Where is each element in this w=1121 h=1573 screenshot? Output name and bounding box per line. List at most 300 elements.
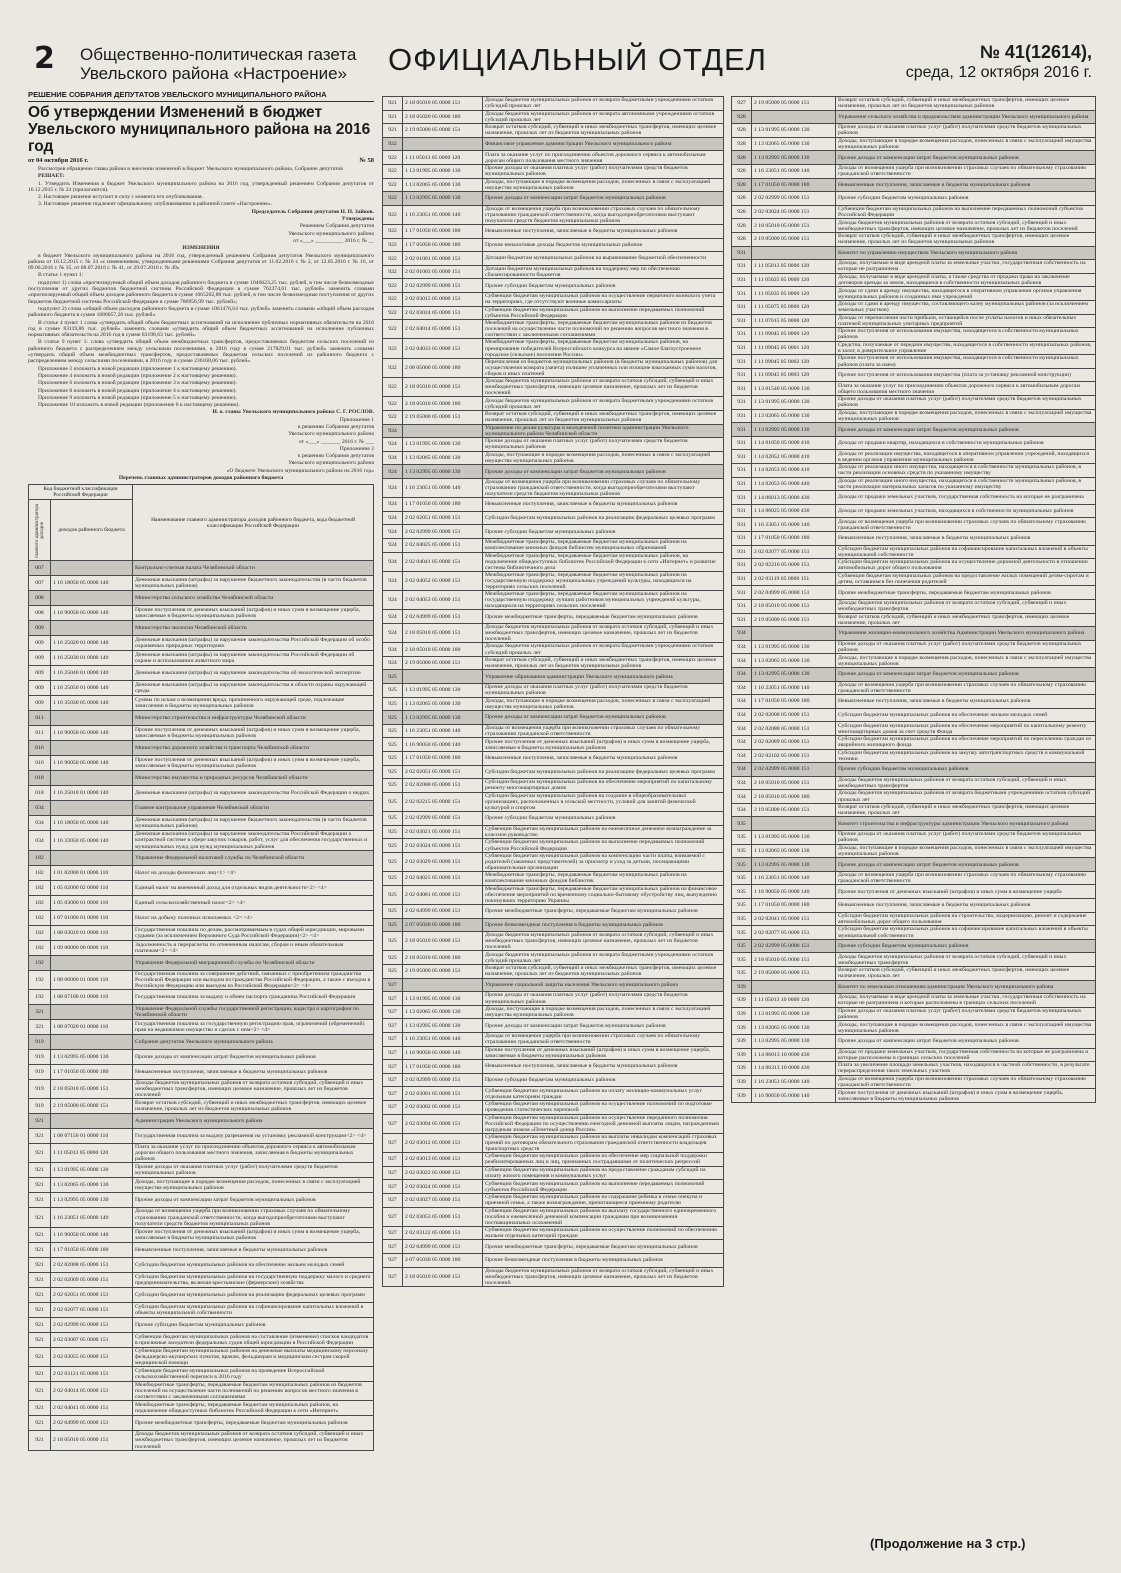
income-code-cell — [51, 741, 133, 756]
income-code-cell: 2 02 04052 05 0000 151 — [403, 571, 483, 590]
table-row — [732, 1089, 1096, 1103]
description-cell: Субвенции бюджетам муниципальных районов на проведение Всероссийской сельскохозяйственной переписи в 2016 году — [133, 1367, 374, 1382]
income-code-cell: 2 18 05010 05 0000 151 — [403, 623, 483, 642]
income-code-cell: 2 02 03027 05 0000 151 — [403, 1193, 483, 1207]
admin-code-cell: 925 — [383, 965, 403, 979]
table-row — [29, 591, 374, 606]
admin-code-cell: 934 — [732, 735, 752, 749]
description-cell: Прочие доходы от оказания платных услуг (работ) получателями средств бюджетов муниципальных районов — [483, 684, 724, 698]
table-row — [29, 1227, 374, 1242]
table-row — [383, 498, 724, 512]
income-code-cell: 2 02 03021 05 0000 151 — [403, 825, 483, 839]
income-code-cell: 1 13 02065 05 0000 130 — [752, 844, 836, 858]
description-cell: Доходы от возмещения ущерба при возникновении страховых случаев по обязательному страхованию гражданской ответственности — [836, 681, 1096, 695]
admin-code-cell: 921 — [29, 1367, 51, 1382]
description-cell: Прочие поступления от денежных взысканий (штрафов) и иных сумм в возмещение ущерба, зачисляемые в бюджеты муниципальных районов — [133, 606, 374, 621]
description-cell: Денежные взыскания (штрафы) за нарушение бюджетного законодательства (в части бюджетов муниципальных районов) — [133, 576, 374, 591]
income-code-cell: 1 16 90050 05 0000 140 — [403, 738, 483, 752]
income-code-cell: 2 18 05010 05 0000 151 — [752, 953, 836, 967]
description-cell: Доходы от реализации иного имущества, находящегося в собственности муниципальных районов, в части реализации материальных запасов по указанному имуществу — [836, 477, 1096, 491]
table-row — [732, 1075, 1096, 1089]
description-cell: Субвенции бюджетам муниципальных районов на выполнение передаваемых полномочий субъектов Российской Федерации — [483, 306, 724, 320]
table-row — [29, 711, 374, 726]
description-cell: Доходы от перечисления части прибыли, остающейся после уплаты налогов и иных обязательных платежей муниципальных унитарных предприятий — [836, 314, 1096, 328]
income-code-cell: 1 11 09045 05 0001 120 — [752, 341, 836, 355]
admin-code-cell: 007 — [29, 561, 51, 576]
income-code-cell: 2 18 05010 05 0000 151 — [752, 599, 836, 613]
description-cell: Невыясненные поступления, зачисляемые в бюджеты муниципальных районов — [483, 1060, 724, 1074]
admin-code-cell: 921 — [29, 1347, 51, 1366]
description-cell: Межбюджетные трансферты, передаваемые бюджетам муниципальных районов из бюджетов поселений на осуществление части полномочий по решению вопросов местного значения в соответствии с заключенными соглашениями — [483, 320, 724, 339]
approved-line-2: Решением Собрания депутатов — [299, 223, 374, 230]
table-row — [383, 124, 724, 138]
admin-code-cell: 919 — [29, 1064, 51, 1079]
income-code-cell: 1 13 01995 05 0000 130 — [51, 1163, 133, 1178]
income-code-cell — [51, 955, 133, 970]
admin-code-cell: 927 — [383, 1153, 403, 1167]
description-cell: Прочие субсидии бюджетам муниципальных районов — [483, 1073, 724, 1087]
admin-code-cell: 934 — [732, 722, 752, 736]
description-cell: Министерство сельского хозяйства Челябинской области — [133, 591, 374, 606]
table-row — [383, 410, 724, 424]
table-row — [29, 741, 374, 756]
admin-code-cell: 931 — [732, 409, 752, 423]
admin-code-cell: 927 — [383, 1226, 403, 1240]
description-cell: Доходы, поступающие в порядке возмещения расходов, понесенных в связи с эксплуатацией имущества муниципальных районов — [836, 654, 1096, 668]
description-cell: Межбюджетные трансферты, передаваемые бюджетам муниципальных районов на финансовое обеспечение мероприятий по временному социально-бытовому обустройству лиц, вынужденно покинувших территорию Украины — [483, 885, 724, 904]
income-code-cell: 1 16 35030 05 0000 140 — [51, 696, 133, 711]
admin-code-cell: 925 — [383, 670, 403, 684]
admin-code-cell: 927 — [383, 1005, 403, 1019]
table-row — [383, 378, 724, 397]
table-row — [383, 238, 724, 252]
table-row — [29, 1401, 374, 1416]
income-code-cell: 1 16 23051 05 0000 140 — [752, 871, 836, 885]
income-code-cell: 1 13 02995 05 0000 130 — [752, 858, 836, 872]
description-cell: Прочие поступления от денежных взысканий (штрафов) и иных сумм в возмещение ущерба — [836, 885, 1096, 899]
table-row — [383, 656, 724, 670]
income-code-cell: 1 17 01050 05 0000 180 — [752, 532, 836, 546]
admin-code-cell: 927 — [383, 1073, 403, 1087]
income-code-cell: 2 02 03029 05 0000 151 — [403, 852, 483, 871]
admin-code-cell: 182 — [29, 940, 51, 955]
table-row — [732, 314, 1096, 328]
table-row — [383, 1267, 724, 1286]
admin-code-cell: 934 — [732, 803, 752, 817]
admin-code-cell: 924 — [383, 552, 403, 571]
income-code-cell: 1 16 90050 05 0000 140 — [51, 726, 133, 741]
admin-code-cell: 931 — [732, 532, 752, 546]
description-cell: Субвенции бюджетам муниципальных районов на денежные выплаты медицинскому персоналу фельдшерско-акушерских пунктов, врачам, фельдшерам и медицинским сестрам скорой медицинской помощи — [133, 1347, 374, 1366]
description-cell: Возврат остатков субсидий, субвенций и иных межбюджетных трансфертов, имеющих целевое назначение, прошлых лет из бюджетов муниципальных районов — [836, 97, 1096, 111]
income-code-cell: 1 13 02995 05 0000 130 — [403, 465, 483, 479]
table-row — [732, 627, 1096, 641]
income-code-cell: 1 13 01995 05 0000 130 — [752, 396, 836, 410]
description-cell: Субсидии бюджетам муниципальных районов на осуществление дорожной деятельности в отношении автомобильных дорог общего пользования — [836, 559, 1096, 573]
description-cell: Прочие безвозмездные поступления в бюджеты муниципальных районов — [483, 1254, 724, 1268]
admin-code-cell: 928 — [732, 164, 752, 178]
admin-code-cell: 919 — [29, 1079, 51, 1098]
admin-code-cell: 011 — [29, 726, 51, 741]
income-code-cell: 1 13 02065 05 0000 130 — [51, 1178, 133, 1193]
income-code-cell: 2 02 02077 05 0000 151 — [752, 545, 836, 559]
table-row — [732, 994, 1096, 1008]
table-row — [383, 1240, 724, 1254]
table-row — [29, 1019, 374, 1034]
table-row — [29, 561, 374, 576]
admin-code-cell: 921 — [383, 124, 403, 138]
admin-code-cell: 925 — [383, 738, 403, 752]
table-row — [29, 850, 374, 865]
income-code-cell: 1 11 09045 05 0003 120 — [752, 368, 836, 382]
description-cell: Субсидии бюджетам муниципальных районов на обеспечение жильем молодых семей — [836, 708, 1096, 722]
admin-code-cell: 928 — [732, 192, 752, 206]
income-code-cell: 2 02 03007 05 0000 151 — [51, 1332, 133, 1347]
admin-code-cell: 921 — [29, 1401, 51, 1416]
income-code-cell: 1 13 01995 05 0000 130 — [403, 438, 483, 452]
decision-number: № 58 — [359, 157, 374, 164]
description-cell: Прочие доходы от компенсации затрат бюджетов муниципальных районов — [836, 667, 1096, 681]
income-code-cell — [51, 771, 133, 786]
table-row — [383, 178, 724, 192]
income-code-cell: 1 13 02995 05 0000 130 — [752, 667, 836, 681]
income-code-cell: 2 02 03024 05 0000 151 — [403, 839, 483, 853]
table-row — [29, 940, 374, 955]
table-row — [29, 831, 374, 850]
admin-code-cell: 922 — [383, 137, 403, 151]
admin-code-cell: 939 — [732, 1048, 752, 1062]
description-cell: Прочие доходы от компенсации затрат бюджетов муниципальных районов — [836, 151, 1096, 165]
income-code-cell: 2 18 05020 05 0000 180 — [403, 110, 483, 124]
income-code-cell: 1 16 90050 05 0000 140 — [51, 1227, 133, 1242]
table-row — [29, 636, 374, 651]
admin-code-cell: 927 — [383, 992, 403, 1006]
table-row — [383, 358, 724, 377]
appendix2-line4: «О бюджете Увельского муниципального района на 2016 год» — [226, 467, 374, 474]
appendix2-line1: Приложение 2 — [339, 445, 374, 452]
income-code-cell: 2 19 05000 05 0000 151 — [752, 803, 836, 817]
admin-code-cell: 927 — [383, 1114, 403, 1133]
masthead — [28, 40, 1096, 92]
description-cell: Доходы бюджетов муниципальных районов от возврата бюджетными учреждениями остатков субсидий прошлых лет — [483, 97, 724, 111]
income-code-cell: 1 13 02065 05 0000 130 — [752, 1021, 836, 1035]
income-code-cell: 2 02 03002 05 0000 151 — [403, 1101, 483, 1115]
table-row — [29, 1382, 374, 1401]
column-1 — [28, 90, 374, 1546]
income-code-cell: 2 18 05010 05 0000 151 — [51, 1079, 133, 1098]
table-row — [383, 792, 724, 811]
income-code-cell: 1 14 02052 05 0000 410 — [752, 450, 836, 464]
income-code-cell: 1 16 23051 05 0000 140 — [752, 1075, 836, 1089]
admin-code-cell: 922 — [383, 378, 403, 397]
description-cell: Субвенции бюджетам муниципальных районов на осуществление полномочий по обеспечению жильем отдельных категорий граждан — [483, 1226, 724, 1240]
income-code-cell: 1 16 90050 05 0000 140 — [752, 885, 836, 899]
admin-code-cell: 009 — [29, 636, 51, 651]
table-row — [383, 670, 724, 684]
table-row — [383, 1180, 724, 1194]
income-code-cell: 2 02 02077 05 0000 151 — [51, 1302, 133, 1317]
table-row — [29, 925, 374, 940]
table-row — [732, 899, 1096, 913]
table-row — [383, 164, 724, 178]
admin-code-cell: 934 — [732, 681, 752, 695]
income-code-cell: 2 02 02216 05 0000 151 — [752, 559, 836, 573]
newspaper-name — [80, 45, 356, 83]
admin-code-cell: 931 — [732, 477, 752, 491]
admin-code-cell: 931 — [732, 491, 752, 505]
admin-code-cell: 018 — [29, 771, 51, 786]
description-cell: Прочие поступления от денежных взысканий (штрафов) и иных сумм в возмещение ущерба, зачисляемые в бюджеты муниципальных районов — [133, 726, 374, 741]
description-cell: Управление по делам культуры и молодежной политики администрации Увельского муниципального района Челябинской области — [483, 424, 724, 438]
income-code-cell: 2 02 02041 05 0000 151 — [752, 912, 836, 926]
description-cell: Доходы, поступающие в порядке возмещения расходов, понесенных в связи с эксплуатацией имущества муниципальных районов — [836, 409, 1096, 423]
income-code-cell: 2 02 01001 05 0000 151 — [403, 252, 483, 266]
admin-code-cell: 921 — [29, 1208, 51, 1227]
description-cell: Доходы, поступающие в порядке возмещения расходов, понесенных в связи с эксплуатацией имущества муниципальных районов — [836, 1021, 1096, 1035]
income-code-cell: 2 02 02999 05 0000 151 — [403, 812, 483, 826]
description-cell: Возврат остатков субсидий, субвенций и иных межбюджетных трансфертов, имеющих целевое назначение, прошлых лет из бюджетов муниципальных районов — [133, 1099, 374, 1114]
admin-code-cell: 925 — [383, 932, 403, 951]
description-cell: Субвенции бюджетам муниципальных районов на выплату государственного единовременного пособия и ежемесячной денежной компенсации гражданам при возникновении поствакцинальных осложнений — [483, 1207, 724, 1226]
income-code-cell — [51, 561, 133, 576]
description-cell: Субсидии бюджетам муниципальных районов на создание в общеобразовательных организациях, расположенных в сельской местности, условий для занятий физической культурой и спортом — [483, 792, 724, 811]
income-code-cell: 2 02 02999 05 0000 151 — [752, 192, 836, 206]
admin-code-cell: 931 — [732, 273, 752, 287]
appendix-item: Приложение 4 изложить в новой редакции (приложение 2 к настоящему решению). — [38, 372, 237, 379]
income-code-cell: 1 13 02995 05 0000 130 — [752, 151, 836, 165]
table-header-group: Код бюджетной классификации Российской Федерации — [29, 485, 133, 500]
description-cell: Межбюджетные трансферты, передаваемые бюджетам муниципальных районов, на подключение общедоступных библиотек Российской Федерации к сети «Интернет» — [133, 1401, 374, 1416]
table-row — [29, 1208, 374, 1227]
table-row — [732, 423, 1096, 437]
table-row — [383, 610, 724, 624]
income-code-cell: 1 05 03000 01 0000 110 — [51, 895, 133, 910]
description-cell: Прочие межбюджетные трансферты, передаваемые бюджетам муниципальных районов — [483, 1240, 724, 1254]
table-row — [383, 1005, 724, 1019]
table-row — [29, 1163, 374, 1178]
income-code-cell: 2 18 05010 05 0000 151 — [403, 378, 483, 397]
table-row — [732, 246, 1096, 260]
description-cell: Прочие межбюджетные трансферты, передаваемые бюджетам муниципальных районов — [483, 905, 724, 919]
appendix-item: Приложение 6 изложить в новой редакции (приложение 3 к настоящему решению). — [38, 380, 237, 387]
income-code-cell: 1 11 05025 05 0000 120 — [752, 273, 836, 287]
admin-code-cell: 925 — [383, 752, 403, 766]
admin-code-cell: 182 — [29, 865, 51, 880]
table-row — [732, 409, 1096, 423]
income-code-cell: 1 17 01050 05 0000 180 — [51, 1242, 133, 1257]
table-row — [732, 532, 1096, 546]
income-code-cell: 1 13 01995 05 0000 130 — [403, 164, 483, 178]
income-code-cell: 1 14 06013 05 0000 430 — [752, 491, 836, 505]
income-code-cell: 1 16 25050 01 0000 140 — [51, 681, 133, 696]
appendix2-line3: Увельского муниципального района — [288, 460, 374, 467]
description-cell: Прочие поступления от использования имущества, находящегося в собственности муниципальных районов — [836, 328, 1096, 342]
table-row — [383, 225, 724, 239]
description-cell: Прочие межбюджетные трансферты, передаваемые бюджетам муниципальных районов — [836, 586, 1096, 600]
appendix-item: Приложение 10 изложить в новой редакции (приложение 6 к настоящему решению). — [38, 402, 240, 409]
description-cell: Доходы, получаемые в виде арендной платы, а также средства от продажи права на заключение договоров аренды за земли, находящиеся в собственности муниципальных районов — [836, 273, 1096, 287]
income-code-cell: 2 02 03013 05 0000 151 — [403, 1153, 483, 1167]
income-code-cell: 2 07 05030 05 0000 180 — [403, 1254, 483, 1268]
income-code-cell: 1 16 23051 05 0000 140 — [403, 478, 483, 497]
table-row — [732, 572, 1096, 586]
admin-code-cell: 922 — [383, 178, 403, 192]
admin-code-cell: 927 — [383, 1193, 403, 1207]
admin-code-cell: 927 — [383, 1046, 403, 1060]
admin-code-cell: 924 — [383, 465, 403, 479]
description-cell: Доходы от продажи земельных участков, государственная собственность на которые не разграничена — [836, 491, 1096, 505]
decision-signature: Председатель Собрания депутатов Н. П. Зайков. — [251, 208, 374, 215]
description-cell: Доходы бюджетов муниципальных районов от возврата остатков субсидий, субвенций и иных межбюджетных трансфертов, имеющих целевое назначение, прошлых лет из бюджетов поселений — [483, 623, 724, 642]
description-cell: Собрание депутатов Увельского муниципального района — [133, 1034, 374, 1049]
table-row — [383, 1133, 724, 1152]
admin-code-cell: 925 — [383, 684, 403, 698]
income-code-cell: 1 17 01050 05 0000 180 — [752, 899, 836, 913]
table-row — [732, 137, 1096, 151]
decision-intro: Рассмотрев обращение главы района и внесении изменений в бюджет Увельского муниципального района, Собрание депутатов — [38, 166, 343, 172]
article-4: В статье 4 пункт 1 слова «утвердить общий объем бюджетных ассигнований на исполнение публичных нормативных обязательств на 2016 год в сумме 83119,86 тыс. рублей» заменить словами «утвердить общий объем бюджетных ассигнований на исполнение публичных нормативных обязательств на 2016 год в сумме 83198,63 тыс. рублей». — [28, 319, 374, 339]
income-code-cell: 1 13 02995 05 0000 130 — [403, 1019, 483, 1033]
description-cell: Министерство строительства и инфраструктуры Челябинской области — [133, 711, 374, 726]
income-code-cell: 2 18 05010 05 0000 180 — [403, 951, 483, 965]
admin-code-cell: 925 — [383, 779, 403, 793]
income-code-cell: 1 13 01995 05 0000 130 — [752, 640, 836, 654]
admin-code-cell: 016 — [29, 741, 51, 756]
income-code-cell: 2 02 04014 05 0000 151 — [403, 320, 483, 339]
table-row — [29, 1034, 374, 1049]
table-row — [732, 464, 1096, 478]
table-row — [383, 1166, 724, 1180]
description-cell: Прочие безвозмездные поступления в бюджеты муниципальных районов — [483, 918, 724, 932]
description-cell: Прочие субсидии бюджетам муниципальных районов — [836, 763, 1096, 777]
table-header-income: доходов районного бюджета — [51, 500, 133, 561]
description-cell: Доходы от продажи земельных участков, государственная собственность на которые не разграничена и которые расположены в границах сельских поселений — [836, 1048, 1096, 1062]
description-cell: Прочие доходы от оказания платных услуг (работ) получателями средств бюджетов муниципальных районов — [483, 438, 724, 452]
income-code-cell: 1 13 01995 05 0000 130 — [752, 124, 836, 138]
description-cell: Межбюджетные трансферты, передаваемые бюджетам муниципальных районов, на подключение общедоступных библиотек Российской Федерации к сети «Интернет» и развитие системы библиотечного дела — [483, 552, 724, 571]
admin-code-cell: 922 — [383, 205, 403, 224]
approved-line-3: Увельского муниципального района — [288, 230, 374, 237]
description-cell: Денежные взыскания (штрафы) за нарушение законодательства об экологической экспертизе — [133, 666, 374, 681]
description-cell: Возврат остатков субсидий, субвенций и иных межбюджетных трансфертов, имеющих целевое назначение, прошлых лет из бюджетов муниципальных районов — [483, 410, 724, 424]
description-cell: Возврат остатков субсидий, субвенций и иных межбюджетных трансфертов, имеющих целевое назначение, прошлых лет из бюджетов муниципальных районов — [836, 232, 1096, 246]
admin-code-cell: 931 — [732, 382, 752, 396]
admin-code-cell: 935 — [732, 939, 752, 953]
income-code-cell — [51, 621, 133, 636]
admin-code-cell: 921 — [383, 110, 403, 124]
income-code-cell: 2 02 03015 05 0000 151 — [403, 293, 483, 307]
description-cell: Доходы бюджетов муниципальных районов от возврата остатков субсидий, субвенций и иных межбюджетных трансфертов, имеющих целевое назначение, прошлых лет из бюджетов поселений — [133, 1079, 374, 1098]
table-row — [29, 989, 374, 1004]
income-code-cell — [403, 137, 483, 151]
admin-code-cell: 034 — [29, 831, 51, 850]
admin-code-cell: 935 — [732, 953, 752, 967]
table-row — [383, 265, 724, 279]
table-row — [383, 752, 724, 766]
section-title: ОФИЦИАЛЬНЫЙ ОТДЕЛ — [388, 42, 767, 77]
income-code-cell: 2 02 04999 05 0000 151 — [403, 905, 483, 919]
table-row — [383, 697, 724, 711]
income-code-cell: 2 02 02999 05 0000 151 — [403, 279, 483, 293]
income-code-cell: 2 18 05010 05 0000 151 — [403, 1267, 483, 1286]
admin-code-cell: 182 — [29, 910, 51, 925]
description-cell: Прочие доходы от компенсации затрат бюджетов муниципальных районов — [483, 1019, 724, 1033]
table-row — [383, 965, 724, 979]
admin-code-cell: 924 — [383, 424, 403, 438]
income-code-cell: 1 13 02065 05 0000 130 — [752, 137, 836, 151]
admin-code-cell: 921 — [29, 1416, 51, 1431]
description-cell: Министерство дорожного хозяйства и транспорта Челябинской области — [133, 741, 374, 756]
income-code-cell: 1 13 02995 05 0000 130 — [403, 192, 483, 206]
description-cell: Государственная пошлина за выдачу разрешения на установку рекламной конструкции<2> <4> — [133, 1129, 374, 1144]
income-code-cell: 2 02 03024 05 0000 151 — [752, 205, 836, 219]
description-cell: Налог на доходы физических лиц<1> <4> — [133, 865, 374, 880]
income-code-cell: 1 13 01540 05 0000 130 — [752, 382, 836, 396]
admin-code-cell: 007 — [29, 576, 51, 591]
table-row — [732, 273, 1096, 287]
admin-code-cell: 927 — [383, 1267, 403, 1286]
description-cell: Министерство экологии Челябинской области — [133, 621, 374, 636]
income-code-cell: 2 02 03053 05 0000 151 — [403, 1207, 483, 1226]
table-row — [732, 953, 1096, 967]
income-code-cell: 2 02 03024 05 0000 151 — [403, 306, 483, 320]
table-row — [383, 538, 724, 552]
income-code-cell: 2 18 05010 05 0000 151 — [403, 97, 483, 111]
table-row — [732, 232, 1096, 246]
decision-date-row — [28, 157, 374, 164]
table-row — [383, 552, 724, 571]
description-cell: Денежные взыскания (штрафы) за нарушение бюджетного законодательства (в части бюджетов муниципальных районов) — [133, 816, 374, 831]
description-cell: Доходы, поступающие в порядке возмещения расходов, понесенных в связи с эксплуатацией имущества муниципальных районов — [483, 451, 724, 465]
newspaper-name-line2: Увельского района «Настроение» — [80, 64, 347, 83]
admin-code-cell: 931 — [732, 300, 752, 314]
description-cell: Доходы бюджетов муниципальных районов от возврата бюджетными учреждениями остатков субсидий прошлых лет — [483, 643, 724, 657]
table-row — [732, 695, 1096, 709]
admin-code-cell: 922 — [383, 293, 403, 307]
table-row — [383, 623, 724, 642]
description-cell: Доходы, поступающие в порядке возмещения расходов, понесенных в связи с эксплуатацией имущества муниципальных районов — [836, 844, 1096, 858]
income-code-cell: 2 18 05010 05 0000 151 — [51, 1431, 133, 1450]
income-code-cell: 1 16 25020 01 0000 140 — [51, 636, 133, 651]
income-code-cell — [403, 670, 483, 684]
admin-code-cell: 921 — [29, 1114, 51, 1129]
admin-code-cell: 928 — [732, 178, 752, 192]
description-cell: Субвенции бюджетам муниципальных районов на выполнение передаваемых полномочий субъектов Российской Федерации — [836, 205, 1096, 219]
income-code-cell: 2 02 03055 05 0000 151 — [51, 1347, 133, 1366]
table-row — [732, 667, 1096, 681]
income-code-cell — [51, 591, 133, 606]
income-code-cell: 2 02 02089 05 0000 151 — [752, 735, 836, 749]
description-cell: Плата за оказание услуг по присоединению объектов дорожного сервиса к автомобильным дорогам общего пользования местного значения — [836, 382, 1096, 396]
admin-code-cell: 939 — [732, 1075, 752, 1089]
table-row — [383, 852, 724, 871]
table-row — [383, 1087, 724, 1101]
table-row — [383, 1019, 724, 1033]
table-row — [383, 1226, 724, 1240]
description-cell: Доходы от возмещения ущерба при возникновении страховых случаев по обязательному страхованию гражданской ответственности — [483, 1033, 724, 1047]
description-cell: Субвенции бюджетам муниципальных районов на выполнение передаваемых полномочий субъектов Российской Федерации — [483, 839, 724, 853]
income-code-cell: 2 02 02215 05 0000 151 — [403, 792, 483, 811]
table-row — [732, 178, 1096, 192]
table-header-name: Наименование главного администратора доходов районного бюджета, кода бюджетной классификации Российской Федерации — [133, 485, 374, 561]
admin-code-cell: 924 — [383, 571, 403, 590]
issue-number: № 41(12614), — [979, 42, 1092, 62]
admin-code-cell: 928 — [732, 137, 752, 151]
description-cell: Задолженность и перерасчеты по отмененным налогам, сборам и иным обязательным платежам<2> <4> — [133, 940, 374, 955]
description-cell: Межбюджетные трансферты, передаваемые бюджетам муниципальных районов на государственную поддержку муниципальных учреждений культуры, находящихся на территориях сельских поселений — [483, 571, 724, 590]
income-code-cell: 1 08 07020 01 0000 110 — [51, 1019, 133, 1034]
income-code-cell: 1 08 07150 01 0000 110 — [51, 1129, 133, 1144]
